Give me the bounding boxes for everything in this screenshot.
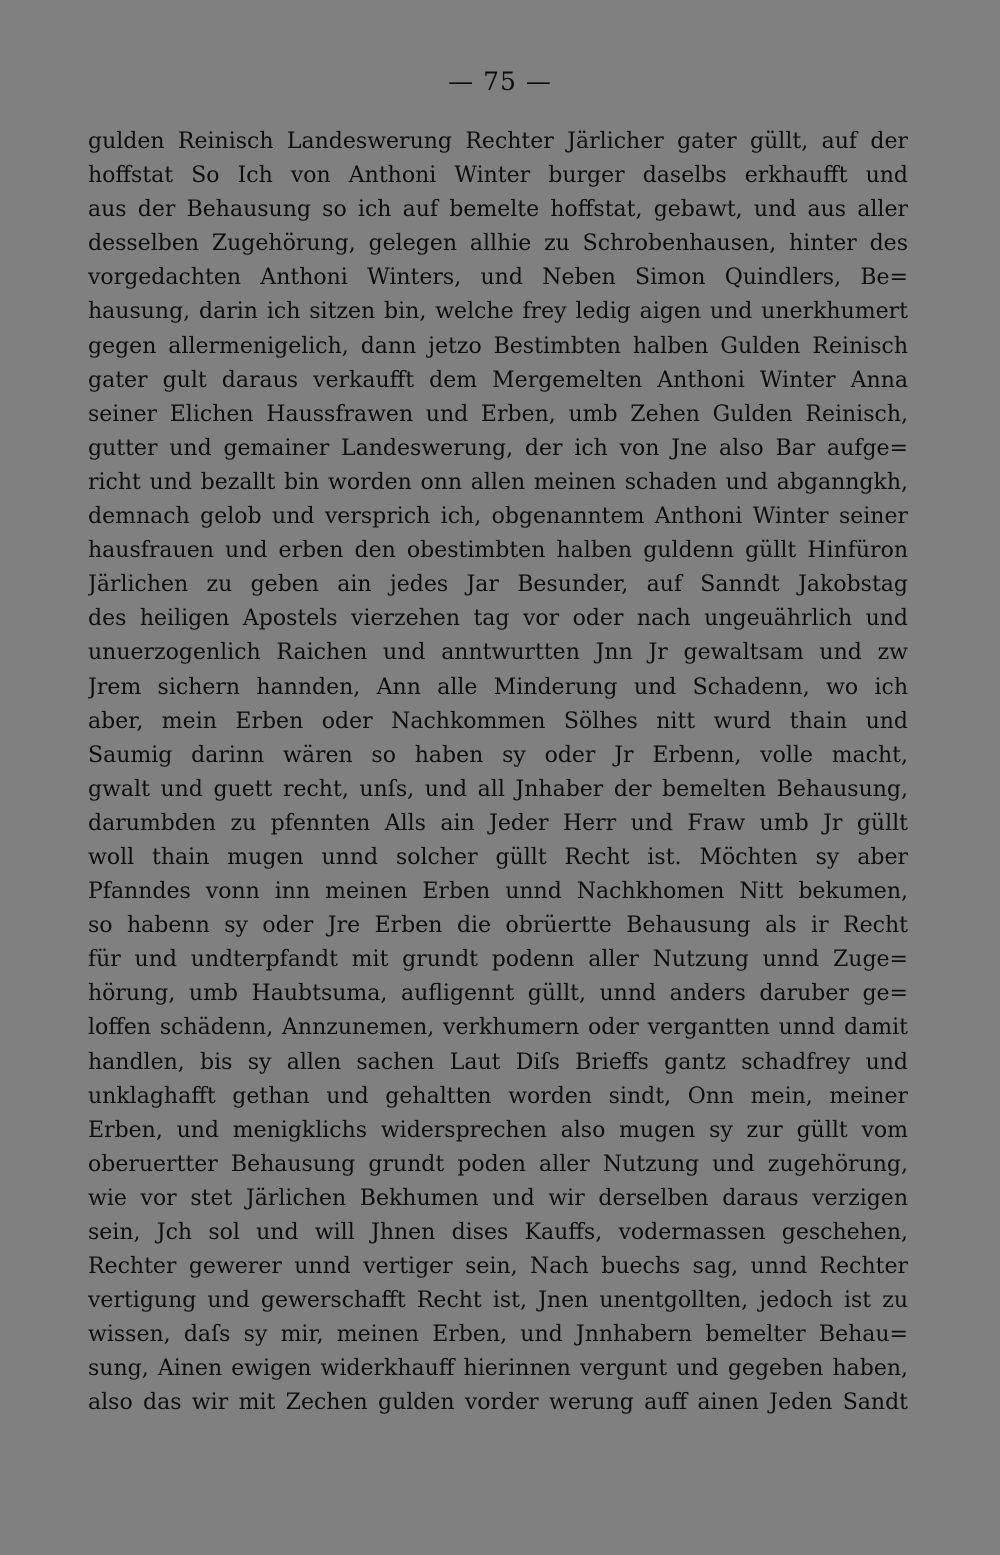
text-line: unklaghafft gethan und gehaltten worden sindt, Onn mein, meiner bbox=[88, 1083, 908, 1109]
text-line: richt und bezallt bin worden onn allen meinen schaden und abganngkh, bbox=[88, 469, 908, 495]
text-line: Rechter gewerer unnd vertiger sein, Nach buechs sag, unnd Rechter bbox=[88, 1254, 908, 1280]
text-line: also das wir mit Zechen gulden vorder werung auff ainen Jeden Sandt bbox=[88, 1390, 908, 1416]
text-line: loffen schädenn, Annzunemen, verkhumern oder vergantten unnd damit bbox=[88, 1015, 908, 1041]
text-line: Jrem sichern hannden, Ann alle Minderung und Schadenn, wo ich bbox=[88, 674, 908, 700]
text-line: so habenn sy oder Jre Erben die obrüertte Behausung als ir Recht bbox=[88, 913, 908, 939]
text-line: sung, Ainen ewigen widerkhauff hierinnen vergunt und gegeben haben, bbox=[88, 1356, 908, 1382]
text-line: desselben Zugehörung, gelegen allhie zu Schrobenhausen, hinter des bbox=[88, 231, 908, 257]
text-line: darumbden zu pfennten Alls ain Jeder Herr und Fraw umb Jr güllt bbox=[88, 810, 908, 836]
text-line: demnach gelob und versprich ich, obgenanntem Anthoni Winter seiner bbox=[88, 504, 908, 530]
text-line: woll thain mugen unnd solcher güllt Recht ist. Möchten sy aber bbox=[88, 844, 908, 870]
text-line: Pfanndes vonn inn meinen Erben unnd Nachkhomen Nitt bekumen, bbox=[88, 879, 908, 905]
page-number: — 75 — bbox=[448, 67, 552, 96]
text-line: handlen, bis sy allen sachen Laut Diſs Brieffs gantz schadfrey und bbox=[88, 1049, 908, 1075]
text-line: des heiligen Apostels vierzehen tag vor oder nach ungeuährlich und bbox=[88, 606, 908, 632]
text-line: gulden Reinisch Landeswerung Rechter Järlicher gater güllt, auf der bbox=[88, 129, 908, 154]
text-line: Saumig darinn wären so haben sy oder Jr Erbenn, volle macht, bbox=[88, 742, 908, 768]
text-line: wissen, daſs sy mir, meinen Erben, und Jnnhabern bemelter Behau= bbox=[88, 1322, 908, 1348]
body-text bbox=[88, 125, 908, 1421]
text-line: hausfrauen und erben den obestimbten halben guldenn güllt Hinfüron bbox=[88, 538, 908, 564]
text-line: Erben, und menigklichs widersprechen also mugen sy zur güllt vom bbox=[88, 1117, 908, 1143]
text-line: aus der Behausung so ich auf bemelte hoffstat, gebawt, und aus aller bbox=[88, 197, 908, 223]
text-line: unuerzogenlich Raichen und anntwurtten Jnn Jr gewaltsam und zw bbox=[88, 640, 908, 666]
text-line: hausung, darin ich sitzen bin, welche frey ledig aigen und unerkhumert bbox=[88, 299, 908, 325]
text-line: hörung, umb Haubtsuma, aufligennt güllt, unnd anders daruber ge= bbox=[88, 981, 908, 1007]
text-line: für und undterpfandt mit grundt podenn aller Nutzung unnd Zuge= bbox=[88, 947, 908, 973]
text-line: gater gult daraus verkaufft dem Mergemelten Anthoni Winter Anna bbox=[88, 367, 908, 393]
text-line: vertigung und gewerschafft Recht ist, Jnen unentgollten, jedoch ist zu bbox=[88, 1288, 908, 1314]
text-line: gwalt und guett recht, unſs, und all Jnhaber der bemelten Behausung, bbox=[88, 776, 908, 802]
text-line: gutter und gemainer Landeswerung, der ich von Jne also Bar aufge= bbox=[88, 435, 908, 461]
text-line: hoffstat So Ich von Anthoni Winter burger daselbs erkhaufft und bbox=[88, 163, 908, 189]
text-line: sein, Jch sol und will Jhnen dises Kauffs, vodermassen geschehen, bbox=[88, 1220, 908, 1245]
text-line: oberuertter Behausung grundt poden aller Nutzung und zugehörung, bbox=[88, 1151, 908, 1177]
text-line: wie vor stet Järlichen Bekhumen und wir derselben daraus verzigen bbox=[88, 1185, 908, 1211]
text-line: seiner Elichen Haussfrawen und Erben, umb Zehen Gulden Reinisch, bbox=[88, 401, 908, 427]
text-line: gegen allermenigelich, dann jetzo Bestimbten halben Gulden Reinisch bbox=[88, 333, 908, 359]
text-line: vorgedachten Anthoni Winters, und Neben Simon Quindlers, Be= bbox=[88, 265, 908, 291]
text-line: aber, mein Erben oder Nachkommen Sölhes nitt wurd thain und bbox=[88, 708, 908, 734]
text-line: Järlichen zu geben ain jedes Jar Besunder, auf Sanndt Jakobstag bbox=[88, 572, 908, 598]
